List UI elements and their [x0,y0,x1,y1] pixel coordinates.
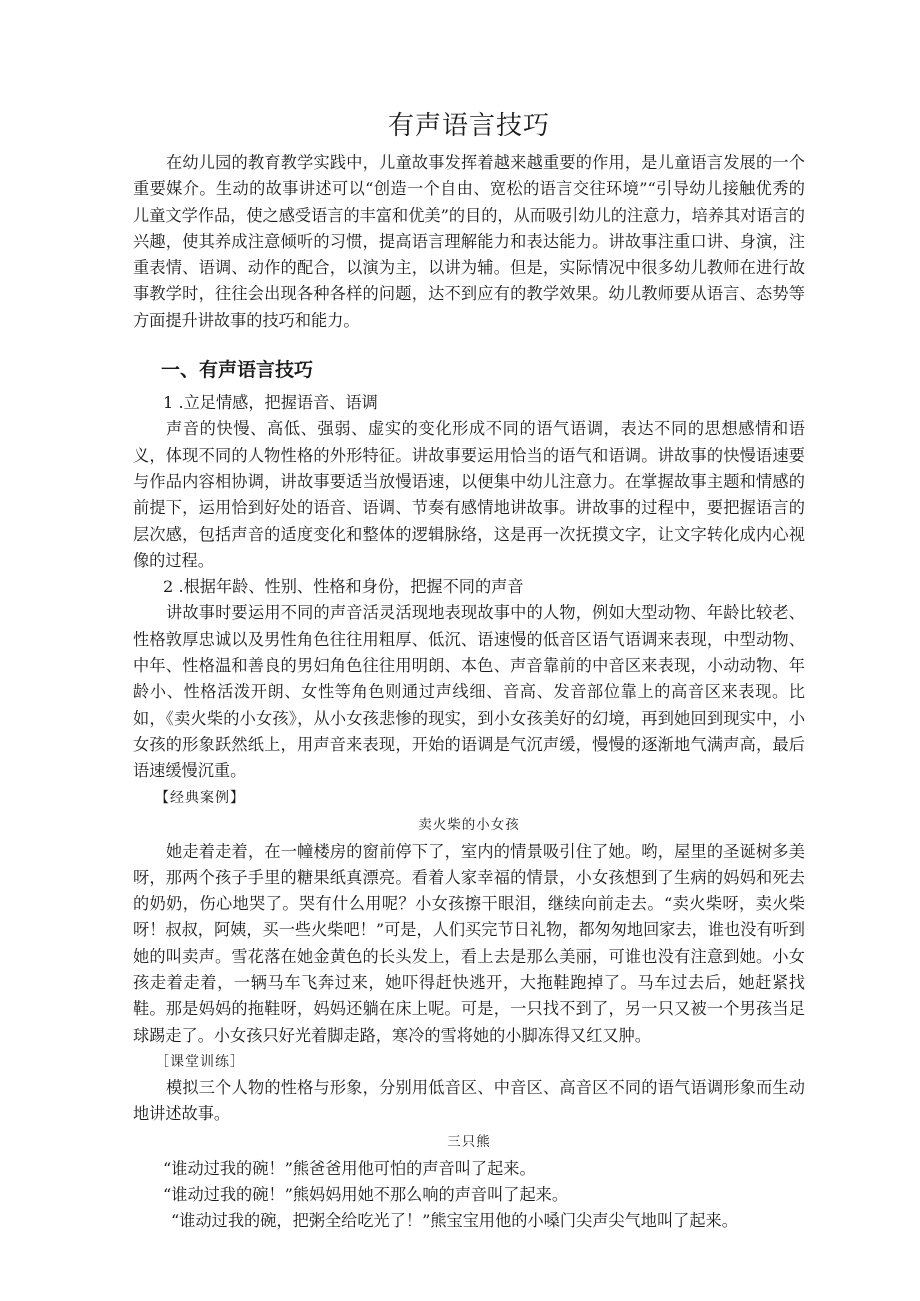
point-2-title: 2 .根据年龄、性别、性格和身份，把握不同的声音 [163,577,524,597]
bears-title: 三只熊 [447,1133,491,1150]
case-title: 卖火柴的小女孩 [418,816,520,833]
point-1-title: 1 .立足情感，把握语音、语调 [163,393,378,413]
point-2-body: 讲故事时要运用不同的声音活灵活现地表现故事中的人物，例如大型动物、年龄比较老、性格敦厚忠诚以及男性角色往往用粗厚、低沉、语速慢的低音区语气语调来表现，中型动物、中年、性格温和善良的男妇角色往往用明朗、本色、声音靠前的中音区来表现，小动动物、年龄小、性格活泼开朗、女性等角色则通过声线细、音高、发音部位靠上的高音区来表现。比如，《卖火柴的小女孩》，从小女孩悲惨的现实，到小女孩美好的幻境，再到她回到现实中，小女孩的形象跃然纸上，用声音来表现，开始的语调是气沉声缓，慢慢的逐渐地气满声高，最后语速缓慢沉重。 [133,603,805,781]
case-body: 她走着走着，在一幢楼房的窗前停下了，室内的情景吸引住了她。哟，屋里的圣诞树多美呀，那两个孩子手里的糖果纸真漂亮。看着人家幸福的情景，小女孩想到了生病的妈妈和死去的奶奶，伤心地哭了。哭有什么用呢？小女孩擦干眼泪，继续向前走去。“卖火柴呀，卖火柴呀！叔叔，阿姨，买一些火柴吧！”可是，人们买完节日礼物，都匆匆地回家去，谁也没有听到她的叫卖声。雪花落在她金黄色的长头发上，看上去是那么美丽，可谁也没有注意到她。小女孩走着走着，一辆马车飞奔过来，她吓得赶快逃开，大拖鞋跑掉了。马车过去后，她赶紧找鞋。那是妈妈的拖鞋呀，妈妈还躺在床上呢。可是，一只找不到了，另一只又被一个男孩当足球踢走了。小女孩只好光着脚走路，寒冷的雪将她的小脚冻得又红又肿。 [133,841,805,1045]
case-tag: 【经典案例】 [155,789,245,806]
section-heading: 一、有声语言技巧 [161,359,314,382]
bear-line-1: “谁动过我的碗！”熊爸爸用他可怕的声音叫了起来。 [163,1158,536,1178]
bear-line-3: “谁动过我的碗，把粥全给吃光了！”熊宝宝用他的小嗓门尖声尖气地叫了起来。 [171,1211,738,1231]
bear-line-2: “谁动过我的碗！”熊妈妈用她不那么响的声音叫了起来。 [163,1184,569,1204]
intro-paragraph: 在幼儿园的教育教学实践中，儿童故事发挥着越来越重要的作用，是儿童语言发展的一个重要媒介。生动的故事讲述可以“创造一个自由、宽松的语言交往环境”“引导幼儿接触优秀的儿童文学作品，使之感受语言的丰富和优美”的目的，从而吸引幼儿的注意力，培养其对语言的兴趣，使其养成注意倾听的习惯，提高语言理解能力和表达能力。讲故事注重口讲、身演，注重表情、语调、动作的配合，以演为主，以讲为辅。但是，实际情况中很多幼儿教师在进行故事教学时，往往会出现各种各样的问题，达不到应有的教学效果。幼儿教师要从语言、态势等方面提升讲故事的技巧和能力。 [133,153,805,330]
practice-tag: ［课堂训练］ [155,1053,245,1070]
document-page [133,108,805,1234]
document-title: 有声语言技巧 [387,111,550,141]
point-1-body: 声音的快慢、高低、强弱、虚实的变化形成不同的语气语调，表达不同的思想感情和语义，体现不同的人物性格的外形特征。讲故事要运用恰当的语气和语调。讲故事的快慢语速要与作品内容相协调，讲故事要适当放慢语速，以便集中幼儿注意力。在掌握故事主题和情感的前提下，运用恰到好处的语音、语调、节奏有感情地讲故事。讲故事的过程中，要把握语言的层次感，包括声音的适度变化和整体的逻辑脉络，这是再一次抚摸文字，让文字转化成内心视像的过程。 [133,419,805,570]
practice-body: 模拟三个人物的性格与形象，分别用低音区、中音区、高音区不同的语气语调形象而生动地讲述故事。 [133,1077,805,1124]
